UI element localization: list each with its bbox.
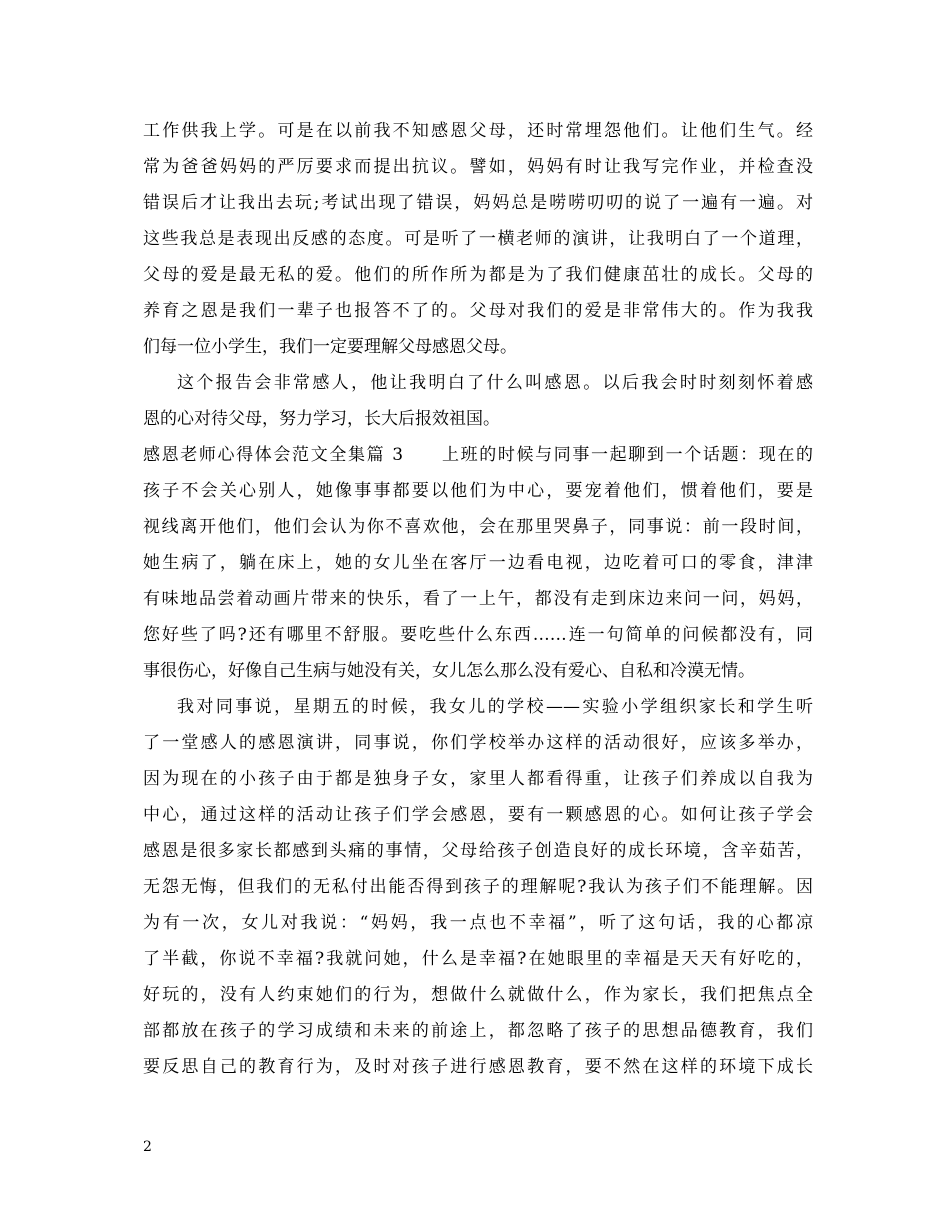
text-line: 了半截，你说不幸福?我就问她，什么是幸福?在她眼里的幸福是天天有好吃的， [143, 949, 813, 969]
text-line: 好玩的，没有人约束她们的行为，想做什么就做什么，作为家长，我们把焦点全 [143, 985, 813, 1005]
text-line: 她生病了，躺在床上，她的女儿坐在客厅一边看电视，边吃着可口的零食，津津 [143, 553, 813, 573]
text-line: 这个报告会非常感人，他让我明白了什么叫感恩。以后我会时时刻刻怀着感 [177, 373, 813, 393]
text-line: 我对同事说，星期五的时候，我女儿的学校——实验小学组织家长和学生听 [177, 697, 813, 717]
text-line: 错误后才让我出去玩;考试出现了错误，妈妈总是唠唠叨叨的说了一遍有一遍。对 [143, 193, 813, 213]
text-line: 视线离开他们，他们会认为你不喜欢他，会在那里哭鼻子，同事说：前一段时间， [143, 517, 813, 537]
text-line: 有味地品尝着动画片带来的快乐，看了一上午，都没有走到床边来问一问，妈妈， [143, 589, 813, 609]
text-line: 无怨无悔，但我们的无私付出能否得到孩子的理解呢?我认为孩子们不能理解。因 [143, 877, 813, 897]
text-line: 父母的爱是最无私的爱。他们的所作所为都是为了我们健康茁壮的成长。父母的 [143, 265, 813, 285]
text-line: 这些我总是表现出反感的态度。可是听了一横老师的演讲，让我明白了一个道理， [143, 229, 813, 249]
text-line: 要反思自己的教育行为，及时对孩子进行感恩教育，要不然在这样的环境下成长 [143, 1057, 813, 1077]
text-line: 部都放在孩子的学习成绩和未来的前途上，都忽略了孩子的思想品德教育，我们 [143, 1021, 813, 1041]
page-number: 2 [143, 1139, 152, 1155]
text-line: 为有一次，女儿对我说：“妈妈，我一点也不幸福”，听了这句话，我的心都凉 [143, 913, 813, 933]
text-line: 工作供我上学。可是在以前我不知感恩父母，还时常埋怨他们。让他们生气。经 [143, 121, 813, 141]
text-line: 们每一位小学生，我们一定要理解父母感恩父母。 [143, 337, 517, 357]
text-line: 事很伤心，好像自己生病与她没有关，女儿怎么那么没有爱心、自私和冷漠无情。 [143, 661, 755, 681]
text-line: 了一堂感人的感恩演讲，同事说，你们学校举办这样的活动很好，应该多举办， [143, 733, 813, 753]
body-text [143, 113, 813, 1085]
text-line: 您好些了吗?还有哪里不舒服。要吃些什么东西……连一句简单的问候都没有，同 [143, 625, 813, 645]
text-line: 常为爸爸妈妈的严厉要求而提出抗议。譬如，妈妈有时让我写完作业，并检查没 [143, 157, 813, 177]
text-line: 孩子不会关心别人，她像事事都要以他们为中心，要宠着他们，惯着他们，要是 [143, 481, 813, 501]
text-line: 感恩是很多家长都感到头痛的事情，父母给孩子创造良好的成长环境，含辛茹苦， [143, 841, 813, 861]
text-line: 因为现在的小孩子由于都是独身子女，家里人都看得重，让孩子们养成以自我为 [143, 769, 813, 789]
section-heading-line: 感恩老师心得体会范文全集篇 3 上班的时候与同事一起聊到一个话题：现在的 [143, 445, 813, 465]
text-line: 中心，通过这样的活动让孩子们学会感恩，要有一颗感恩的心。如何让孩子学会 [143, 805, 813, 825]
text-line: 养育之恩是我们一辈子也报答不了的。父母对我们的爱是非常伟大的。作为我我 [143, 301, 813, 321]
text-line: 恩的心对待父母，努力学习，长大后报效祖国。 [143, 409, 500, 429]
